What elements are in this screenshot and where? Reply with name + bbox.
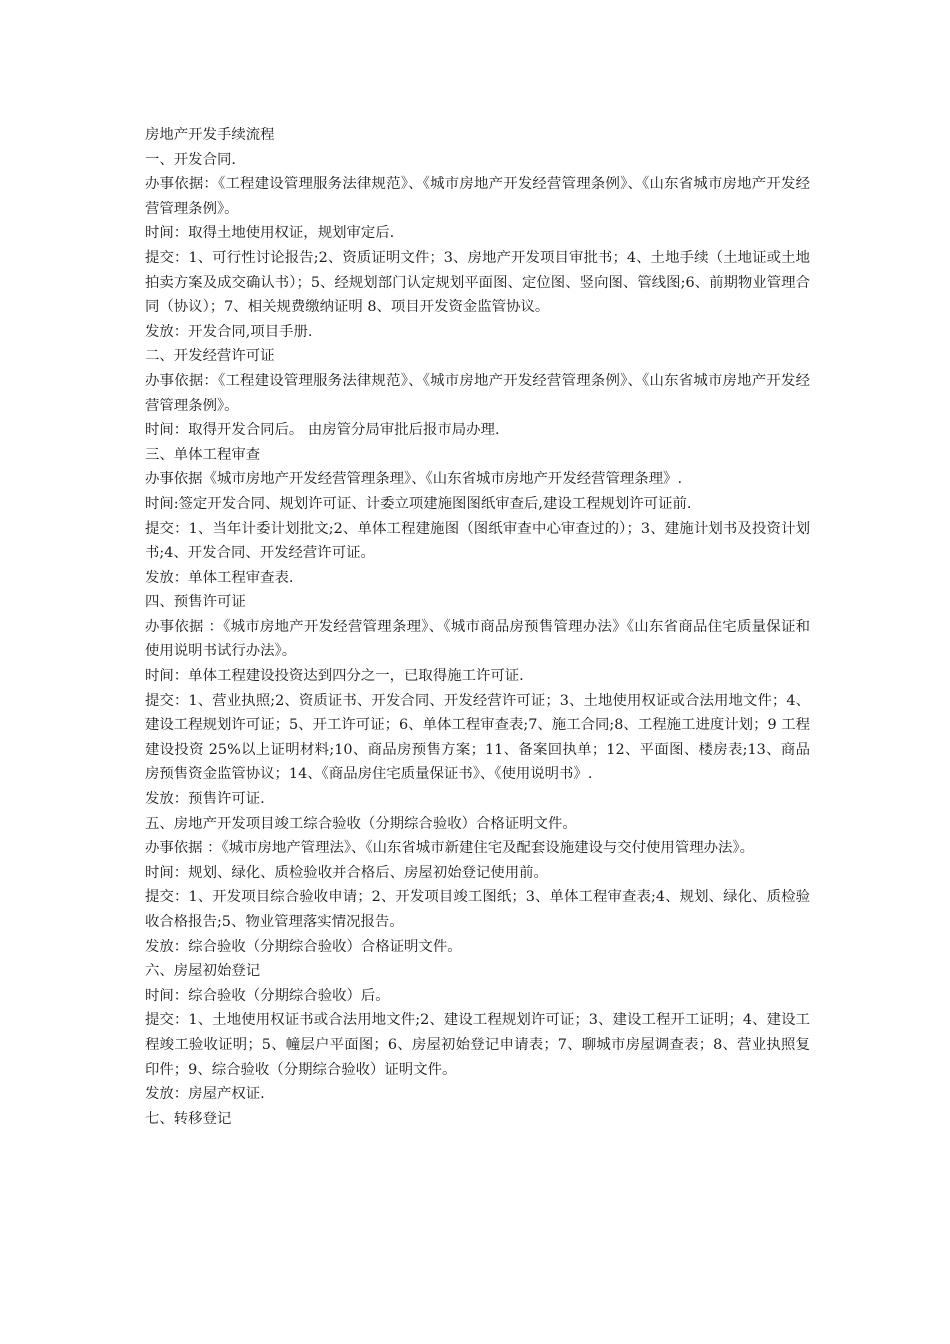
paragraph: 发放：综合验收（分期综合验收）合格证明文件。 [145,938,462,955]
paragraph: 二、开发经营许可证 [145,348,275,365]
paragraph: 时间：取得开发合同后。 由房管分局审批后报市局办理. [145,422,500,439]
paragraph: 时间：取得土地使用权证，规划审定后. [145,225,395,242]
paragraph: 提交：1、当年计委计划批文;2、单体工程建施图（图纸审查中心审查过的）；3、建施计划书及投资计划书;4、开发合同、开发经营许可证。 [145,520,810,562]
paragraph: 办事依据 ：《城市房地产开发经营管理条理》、《城市商品房预售管理办法》《山东省商品住宅质量保证和使用说明书试行办法》。 [145,618,810,660]
paragraph: 时间：规划、绿化、质检验收并合格后、房屋初始登记使用前。 [145,864,548,881]
paragraph: 提交：1、土地使用权证书或合法用地文件;2、建设工程规划许可证；3、建设工程开工证明；4、建设工程竣工验收证明；5、幢层户平面图；6、房屋初始登记申请表；7、聊城市房屋调查表；8、营业执照复印件；9、综合验收（分期综合验收）证明文件。 [145,1012,810,1078]
paragraph: 一、开发合同. [145,151,236,168]
paragraph: 办事依据：《工程建设管理服务法律规范》、《城市房地产开发经营管理条例》、《山东省城市房地产开发经营管理条例》。 [145,372,810,414]
paragraph: 时间：综合验收（分期综合验收）后。 [145,987,390,1004]
paragraph: 提交：1、营业执照;2、资质证书、开发合同、开发经营许可证；3、土地使用权证或合法用地文件；4、建设工程规划许可证；5、开工许可证；6、单体工程审查表;7、施工合同;8、工程施工进度计划；9 工程建设投资 25%以上证明材料;10、商品房预售方案；11、备案回执单；12、平面图、楼房表;13、商品房预售资金监管协议；14、《商品房住宅质量保证书》、《使用说明书》. [145,692,810,783]
paragraph: 提交：1、开发项目综合验收申请；2、开发项目竣工图纸；3、单体工程审查表;4、规划、绿化、质检验收合格报告;5、物业管理落实情况报告。 [145,889,810,930]
paragraph: 发放：房屋产权证. [145,1086,265,1103]
paragraph: 办事依据《城市房地产开发经营管理条理》、《山东省城市房地产开发经营管理条理》. [145,471,683,488]
paragraph: 七、转移登记 [145,1110,232,1127]
paragraph: 办事依据：《工程建设管理服务法律规范》、《城市房地产开发经营管理条例》、《山东省城市房地产开发经营管理条例》。 [145,176,810,217]
document-body [145,123,810,1131]
paragraph: 五、房地产开发项目竣工综合验收（分期综合验收）合格证明文件。 [145,815,577,832]
paragraph: 六、房屋初始登记 [145,963,261,980]
paragraph: 发放：预售许可证. [145,791,265,808]
paragraph: 四、预售许可证 [145,594,246,611]
document-title: 房地产开发手续流程 [145,127,275,143]
paragraph: 时间：单体工程建设投资达到四分之一，已取得施工许可证. [145,668,524,685]
paragraph: 发放：单体工程审查表. [145,569,294,586]
paragraph: 办事依据 ：《城市房地产管理法》、《山东省城市新建住宅及配套设施建设与交付使用管理办法》。 [145,840,754,857]
paragraph: 三、单体工程审查 [145,446,261,463]
paragraph: 时间:签定开发合同、规划许可证、计委立项建施图图纸审查后,建设工程规划许可证前. [145,495,692,512]
paragraph: 发放：开发合同,项目手册. [145,323,313,340]
paragraph: 提交：1、可行性讨论报告;2、资质证明文件；3、房地产开发项目审批书；4、土地手续（土地证或土地拍卖方案及成交确认书）；5、经规划部门认定规划平面图、定位图、竖向图、管线图;6、前期物业管理合同（协议）；7、相关规费缴纳证明 8、项目开发资金监管协议。 [145,249,810,316]
